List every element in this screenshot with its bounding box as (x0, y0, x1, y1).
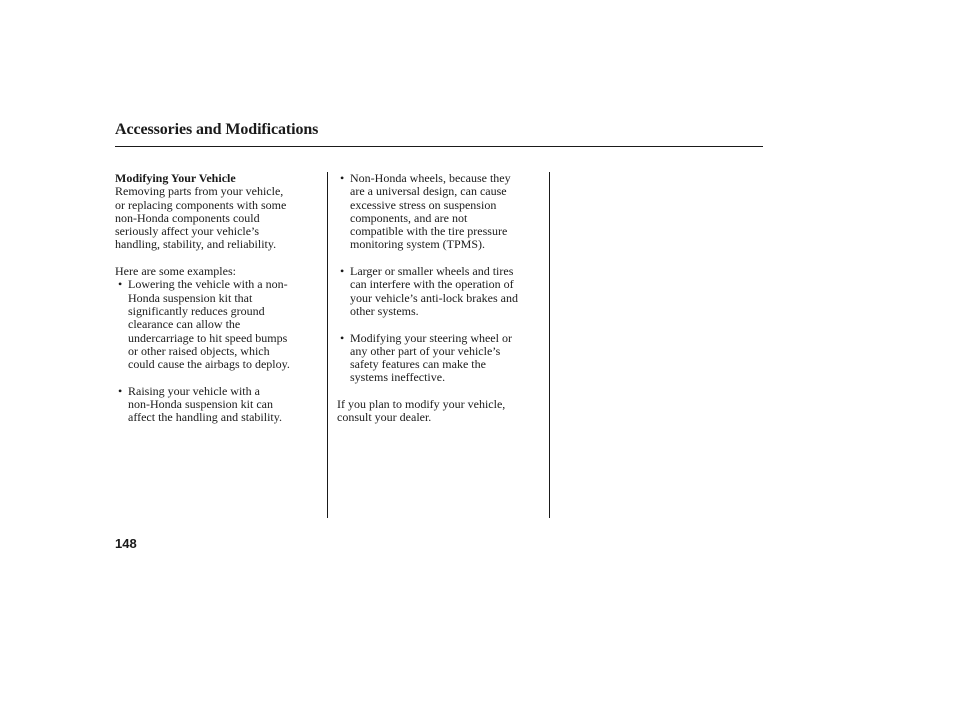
text-line: could cause the airbags to deploy. (128, 357, 290, 372)
text-line: compatible with the tire pressure (350, 224, 508, 239)
page-number: 148 (115, 536, 137, 551)
text-line: Honda suspension kit that (128, 290, 253, 305)
text-line: non-Honda suspension kit can (128, 397, 273, 412)
text-line: monitoring system (TPMS). (350, 237, 486, 252)
text-line: excessive stress on suspension (350, 197, 497, 212)
text-line: non-Honda components could (115, 210, 260, 225)
closing-paragraph (337, 398, 542, 425)
text-line: systems ineffective. (350, 370, 446, 385)
list-item (337, 172, 542, 252)
text-line: Larger or smaller wheels and tires (350, 264, 514, 279)
text-line: other systems. (350, 303, 419, 318)
text-line: safety features can make the (350, 357, 486, 372)
list-item (115, 385, 320, 425)
text-line: Raising your vehicle with a (128, 383, 260, 398)
list-item (337, 332, 542, 385)
list-item (337, 265, 542, 318)
list-item (115, 278, 320, 371)
text-line: your vehicle’s anti-lock brakes and (350, 290, 518, 305)
bullet-icon: • (118, 383, 123, 398)
text-line: Non-Honda wheels, because they (350, 171, 511, 185)
text-line: can interfere with the operation of (350, 277, 514, 292)
text-line: undercarriage to hit speed bumps (128, 330, 288, 345)
bullet-icon: • (118, 277, 123, 292)
text-line: If you plan to modify your vehicle, (337, 397, 506, 412)
text-line: consult your dealer. (337, 410, 432, 425)
text-line: Modifying your steering wheel or (350, 330, 512, 345)
column-divider-1 (327, 172, 328, 518)
section-heading: Modifying Your Vehicle (115, 171, 236, 185)
bullet-icon: • (340, 264, 345, 279)
column-2 (337, 172, 542, 425)
title-divider (115, 146, 763, 147)
text-line: clearance can allow the (128, 317, 241, 332)
text-line: any other part of your vehicle’s (350, 343, 501, 358)
text-line: handling, stability, and reliability. (115, 237, 277, 252)
text-line: Removing parts from your vehicle, (115, 184, 284, 199)
bullet-icon: • (340, 330, 345, 345)
text-line: are a universal design, can cause (350, 184, 507, 199)
text-line: Lowering the vehicle with a non- (128, 277, 288, 292)
text-line: components, and are not (350, 210, 468, 225)
text-line: or replacing components with some (115, 197, 287, 212)
bullet-icon: • (340, 171, 345, 185)
intro-paragraph (115, 185, 320, 251)
text-line: seriously affect your vehicle’s (115, 224, 260, 239)
text-line: affect the handling and stability. (128, 410, 282, 425)
examples-label: Here are some examples: (115, 264, 236, 279)
page-title: Accessories and Modifications (115, 121, 319, 138)
column-divider-2 (549, 172, 550, 518)
text-line: or other raised objects, which (128, 343, 270, 358)
column-1 (115, 172, 320, 425)
text-line: significantly reduces ground (128, 303, 265, 318)
